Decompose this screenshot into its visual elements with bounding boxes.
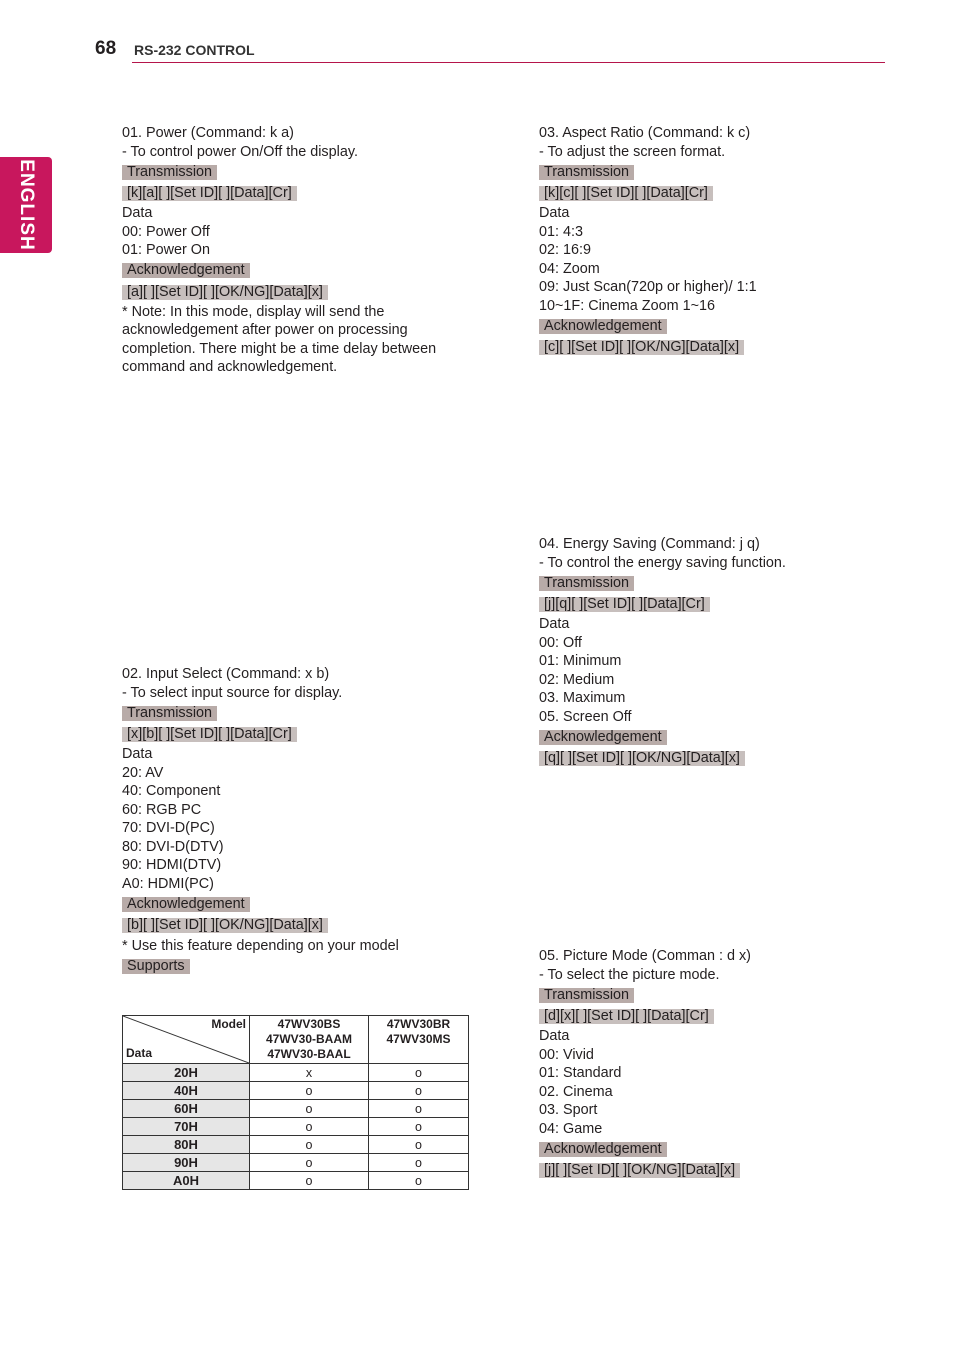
energy-ack-code: [q][ ][Set ID][ ][OK/NG][Data][x] bbox=[539, 751, 745, 766]
language-tab-label: ENGLISH bbox=[16, 159, 37, 251]
support-cell: o bbox=[250, 1172, 369, 1190]
table-row bbox=[123, 1100, 469, 1118]
power-note-line: command and acknowledgement. bbox=[122, 359, 338, 375]
support-cell: o bbox=[250, 1082, 369, 1100]
support-cell: o bbox=[369, 1064, 469, 1082]
power-title: 01. Power (Command: k a) bbox=[122, 125, 294, 141]
table-row bbox=[123, 1064, 469, 1082]
energy-data-item: 01: Minimum bbox=[539, 653, 622, 669]
support-cell: o bbox=[250, 1136, 369, 1154]
energy-description: - To control the energy saving function. bbox=[539, 554, 786, 571]
row-data-code: A0H bbox=[123, 1172, 250, 1190]
row-data-code: 80H bbox=[123, 1136, 250, 1154]
aspect-ack-label: Acknowledgement bbox=[539, 319, 667, 334]
picture-data-item: 03. Sport bbox=[539, 1102, 598, 1118]
model-name: 47WV30-BAAM bbox=[265, 1032, 352, 1046]
model-name: 47WV30-BAAL bbox=[267, 1047, 351, 1061]
aspect-data-item: 04: Zoom bbox=[539, 260, 600, 277]
energy-title: 04. Energy Saving (Command: j q) bbox=[539, 536, 760, 552]
aspect-description: - To adjust the screen format. bbox=[539, 143, 726, 160]
input-data-item: 70: DVI-D(PC) bbox=[122, 820, 215, 836]
input-data-item: 20: AV bbox=[122, 764, 164, 781]
row-data-code: 90H bbox=[123, 1154, 250, 1172]
picture-title: 05. Picture Mode (Comman : d x) bbox=[539, 948, 751, 964]
table-row bbox=[123, 1136, 469, 1154]
picture-data-item: 02. Cinema bbox=[539, 1083, 613, 1100]
model-name: 47WV30BS bbox=[277, 1017, 341, 1031]
support-cell: o bbox=[369, 1082, 469, 1100]
input-select-section bbox=[122, 665, 482, 977]
table-row bbox=[123, 1154, 469, 1172]
aspect-data-item: 01: 4:3 bbox=[539, 223, 584, 240]
aspect-data-label: Data bbox=[539, 205, 570, 221]
model-header: Model bbox=[211, 1017, 246, 1031]
power-note-line: * Note: In this mode, display will send the bbox=[122, 303, 385, 320]
energy-transmission-code: [j][q][ ][Set ID][ ][Data][Cr] bbox=[539, 597, 710, 612]
power-data-label: Data bbox=[122, 205, 153, 221]
row-data-code: 40H bbox=[123, 1082, 250, 1100]
support-cell: o bbox=[369, 1154, 469, 1172]
input-data-item: 90: HDMI(DTV) bbox=[122, 857, 222, 873]
input-transmission-label: Transmission bbox=[122, 706, 217, 721]
input-note: * Use this feature depending on your model bbox=[122, 938, 399, 954]
aspect-ack-code: [c][ ][Set ID][ ][OK/NG][Data][x] bbox=[539, 340, 744, 355]
picture-data-item: 01: Standard bbox=[539, 1065, 622, 1081]
picture-ack-code: [j][ ][Set ID][ ][OK/NG][Data][x] bbox=[539, 1163, 740, 1178]
aspect-title: 03. Aspect Ratio (Command: k c) bbox=[539, 125, 751, 141]
table-row bbox=[123, 1172, 469, 1190]
input-transmission-code: [x][b][ ][Set ID][ ][Data][Cr] bbox=[122, 727, 297, 742]
picture-transmission-code: [d][x][ ][Set ID][ ][Data][Cr] bbox=[539, 1009, 714, 1024]
input-data-label: Data bbox=[122, 746, 153, 762]
header-divider bbox=[132, 62, 885, 63]
input-data-item: A0: HDMI(PC) bbox=[122, 875, 214, 892]
row-data-code: 20H bbox=[123, 1064, 250, 1082]
support-cell: o bbox=[369, 1118, 469, 1136]
power-note-line: completion. There might be a time delay between bbox=[122, 340, 437, 357]
aspect-ratio-section bbox=[539, 124, 879, 358]
energy-data-item: 02: Medium bbox=[539, 671, 615, 688]
table-row bbox=[123, 1118, 469, 1136]
support-cell: o bbox=[369, 1136, 469, 1154]
row-data-code: 70H bbox=[123, 1118, 250, 1136]
picture-description: - To select the picture mode. bbox=[539, 966, 720, 983]
power-ack-code: [a][ ][Set ID][ ][OK/NG][Data][x] bbox=[122, 285, 328, 300]
data-header: Data bbox=[126, 1046, 153, 1060]
picture-ack-label: Acknowledgement bbox=[539, 1142, 667, 1157]
model-name: 47WV30MS bbox=[386, 1032, 451, 1046]
supports-label: Supports bbox=[122, 959, 190, 974]
energy-data-item: 00: Off bbox=[539, 634, 582, 651]
input-description: - To select input source for display. bbox=[122, 684, 343, 701]
input-title: 02. Input Select (Command: x b) bbox=[122, 666, 330, 682]
input-data-item: 80: DVI-D(DTV) bbox=[122, 838, 224, 855]
support-cell: o bbox=[369, 1100, 469, 1118]
energy-data-item: 05. Screen Off bbox=[539, 708, 632, 725]
power-transmission-label: Transmission bbox=[122, 165, 217, 180]
aspect-transmission-code: [k][c][ ][Set ID][ ][Data][Cr] bbox=[539, 186, 713, 201]
power-data-item: 00: Power Off bbox=[122, 223, 210, 240]
energy-data-label: Data bbox=[539, 616, 570, 632]
model-column-2-header bbox=[369, 1016, 469, 1064]
power-transmission-code: [k][a][ ][Set ID][ ][Data][Cr] bbox=[122, 186, 297, 201]
support-cell: o bbox=[369, 1172, 469, 1190]
page-number: 68 bbox=[95, 38, 117, 59]
energy-transmission-label: Transmission bbox=[539, 576, 634, 591]
row-data-code: 60H bbox=[123, 1100, 250, 1118]
language-tab bbox=[0, 157, 52, 253]
model-name: 47WV30BR bbox=[386, 1017, 451, 1031]
input-data-item: 60: RGB PC bbox=[122, 801, 202, 818]
picture-data-item: 04: Game bbox=[539, 1120, 603, 1137]
input-data-item: 40: Component bbox=[122, 783, 221, 799]
aspect-data-item: 02: 16:9 bbox=[539, 242, 592, 258]
energy-ack-label: Acknowledgement bbox=[539, 730, 667, 745]
power-command-section bbox=[122, 124, 482, 377]
power-ack-label: Acknowledgement bbox=[122, 263, 250, 278]
picture-mode-section bbox=[539, 947, 879, 1181]
model-column-1-header bbox=[250, 1016, 369, 1064]
aspect-data-item: 10~1F: Cinema Zoom 1~16 bbox=[539, 297, 715, 314]
input-ack-code: [b][ ][Set ID][ ][OK/NG][Data][x] bbox=[122, 918, 328, 933]
power-data-item: 01: Power On bbox=[122, 242, 210, 258]
support-cell: x bbox=[250, 1064, 369, 1082]
table-corner-header bbox=[123, 1016, 250, 1064]
aspect-transmission-label: Transmission bbox=[539, 165, 634, 180]
power-description: - To control power On/Off the display. bbox=[122, 143, 358, 160]
support-cell: o bbox=[250, 1100, 369, 1118]
aspect-data-item: 09: Just Scan(720p or higher)/ 1:1 bbox=[539, 279, 757, 295]
section-title: RS-232 CONTROL bbox=[134, 42, 255, 58]
power-note-line: acknowledgement after power on processing bbox=[122, 322, 408, 338]
support-cell: o bbox=[250, 1118, 369, 1136]
energy-data-item: 03. Maximum bbox=[539, 690, 626, 706]
picture-data-label: Data bbox=[539, 1028, 570, 1044]
support-cell: o bbox=[250, 1154, 369, 1172]
input-ack-label: Acknowledgement bbox=[122, 897, 250, 912]
table-row bbox=[123, 1082, 469, 1100]
picture-data-item: 00: Vivid bbox=[539, 1046, 594, 1063]
picture-transmission-label: Transmission bbox=[539, 988, 634, 1003]
energy-saving-section bbox=[539, 535, 879, 769]
support-table bbox=[122, 1015, 469, 1190]
